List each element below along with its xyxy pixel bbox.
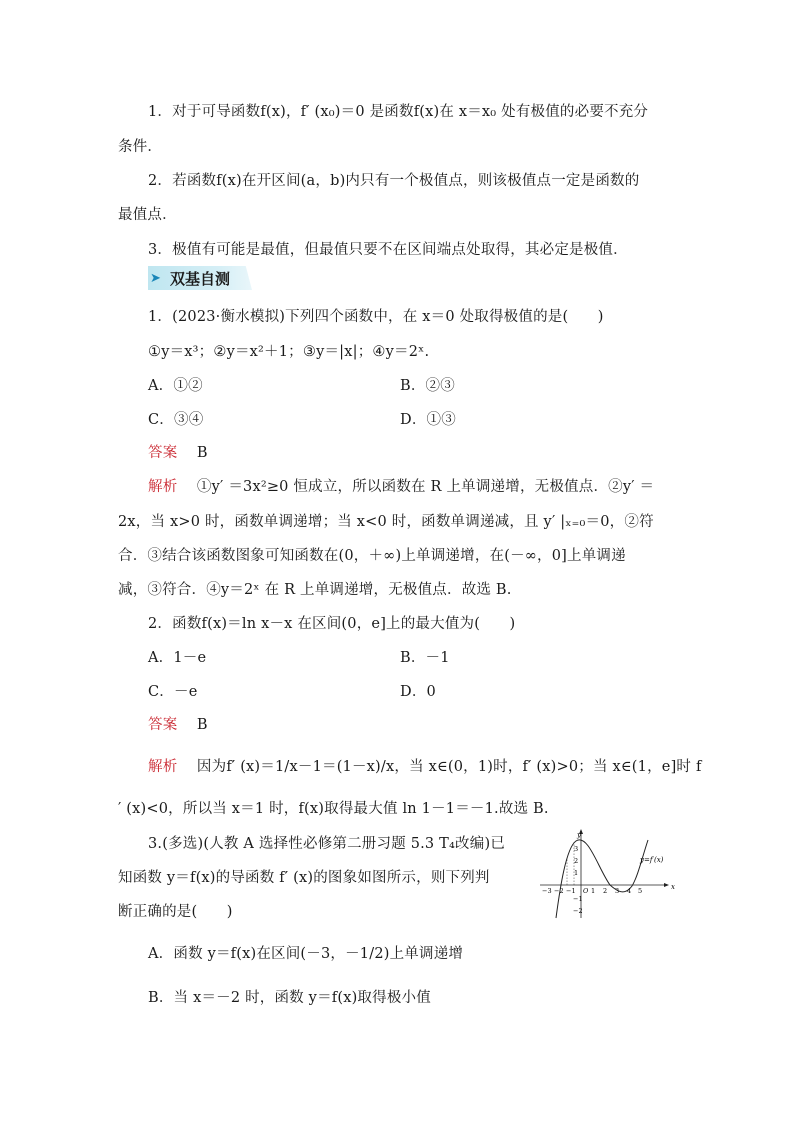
derivative-curve — [556, 840, 648, 918]
x-axis-arrow-icon — [664, 883, 669, 887]
y-tick: −2 — [573, 907, 583, 915]
q3-stem-line-3: 断正确的是( ) — [118, 904, 233, 920]
tip-3: 3．极值有可能是最值，但最值只要不在区间端点处取得，其必定是极值． — [148, 242, 628, 258]
x-tick: 1 — [591, 887, 596, 895]
q2-option-d: D．0 — [400, 684, 436, 700]
x-tick-labels — [542, 887, 642, 895]
q3-stem-line-2: 知函数 y＝f(x)的导函数 f′ (x)的图象如图所示，则下列判 — [118, 870, 490, 886]
x-tick: 2 — [603, 887, 608, 895]
q1-functions: ①y＝x³；②y＝x²＋1；③y＝|x|；④y＝2ˣ. — [148, 344, 430, 360]
x-tick: 3 — [615, 887, 620, 895]
x-axis-label: x — [671, 883, 675, 891]
tip-2-line-1: 2．若函数f(x)在开区间(a，b)内只有一个极值点，则该极值点一定是函数的 — [148, 173, 640, 189]
answer-label: 答案 — [148, 717, 178, 733]
x-tick: −3 — [542, 887, 552, 895]
q2-analysis-line-1 — [148, 755, 702, 776]
y-tick: 3 — [574, 845, 579, 853]
q1-analysis-line-1 — [148, 475, 654, 496]
tip-1-line-2: 条件． — [118, 139, 163, 155]
q2-option-c: C．－e — [148, 684, 198, 700]
y-tick: 2 — [574, 857, 579, 865]
q1-option-a: A．①② — [148, 378, 203, 394]
q1-answer — [148, 441, 208, 462]
q3-option-b: B．当 x＝－2 时，函数 y＝f(x)取得极小值 — [148, 990, 431, 1006]
analysis-text: 因为f′ (x)＝1/x－1＝(1－x)/x，当 x∈(0，1)时，f′ (x)>0；当 x∈(1，e]时 f — [196, 759, 702, 775]
q2-analysis-line-2: ′ (x)<0，所以当 x＝1 时，f(x)取得最大值 ln 1－1＝－1.故选 B. — [118, 801, 549, 817]
curve-label: y=f′(x) — [640, 856, 664, 864]
q3-stem-line-1: 3.(多选)(人教 A 选择性必修第二册习题 5.3 T₄改编)已 — [148, 836, 506, 852]
origin-label: O — [583, 887, 589, 895]
section-banner — [148, 266, 252, 290]
q1-option-c: C．③④ — [148, 412, 204, 428]
q2-stem: 2．函数f(x)＝ln x－x 在区间(0，e]上的最大值为( ) — [148, 616, 516, 632]
analysis-label: 解析 — [148, 759, 178, 775]
q2-option-a: A．1－e — [148, 650, 207, 666]
arrow-marker-icon: ➤ — [150, 271, 161, 286]
q1-analysis-line-2: 2x，当 x>0 时，函数单调递增；当 x<0 时，函数单调递减，且 y′ |ₓ₌₀＝0，②符 — [118, 514, 654, 530]
x-tick: 4 — [627, 887, 632, 895]
answer-value: B — [196, 717, 208, 733]
q1-option-b: B．②③ — [400, 378, 455, 394]
q1-analysis-line-3: 合．③结合该函数图象可知函数在(0，＋∞)上单调递增，在(－∞，0]上单调递 — [118, 548, 626, 564]
tip-1-line-1: 1．对于可导函数f(x)，f′ (x₀)＝0 是函数f(x)在 x＝x₀ 处有极值的必要不充分 — [148, 104, 649, 120]
section-title: 双基自测 — [170, 270, 231, 288]
q1-stem: 1．(2023·衡水模拟)下列四个函数中，在 x＝0 处取得极值的是( ) — [148, 309, 604, 325]
x-tick: −2 — [554, 887, 564, 895]
y-tick: −1 — [573, 895, 583, 903]
x-tick: −1 — [566, 887, 576, 895]
answer-value: B — [196, 445, 208, 461]
q1-analysis-line-4: 减，③符合．④y＝2ˣ 在 R 上单调递增，无极值点．故选 B. — [118, 582, 512, 598]
derivative-graph — [536, 828, 682, 920]
q2-option-b: B．－1 — [400, 650, 450, 666]
analysis-text: ①y′ ＝3x²≥0 恒成立，所以函数在 R 上单调递增，无极值点．②y′ ＝ — [196, 479, 655, 495]
y-tick: 1 — [574, 869, 579, 877]
q2-answer — [148, 713, 208, 734]
y-axis-label: y — [577, 831, 581, 839]
x-tick: 5 — [638, 887, 643, 895]
q3-option-a: A．函数 y＝f(x)在区间(－3，－1/2)上单调递增 — [148, 946, 464, 962]
q1-option-d: D．①③ — [400, 412, 456, 428]
analysis-label: 解析 — [148, 479, 178, 495]
answer-label: 答案 — [148, 445, 178, 461]
tip-2-line-2: 最值点． — [118, 207, 177, 223]
